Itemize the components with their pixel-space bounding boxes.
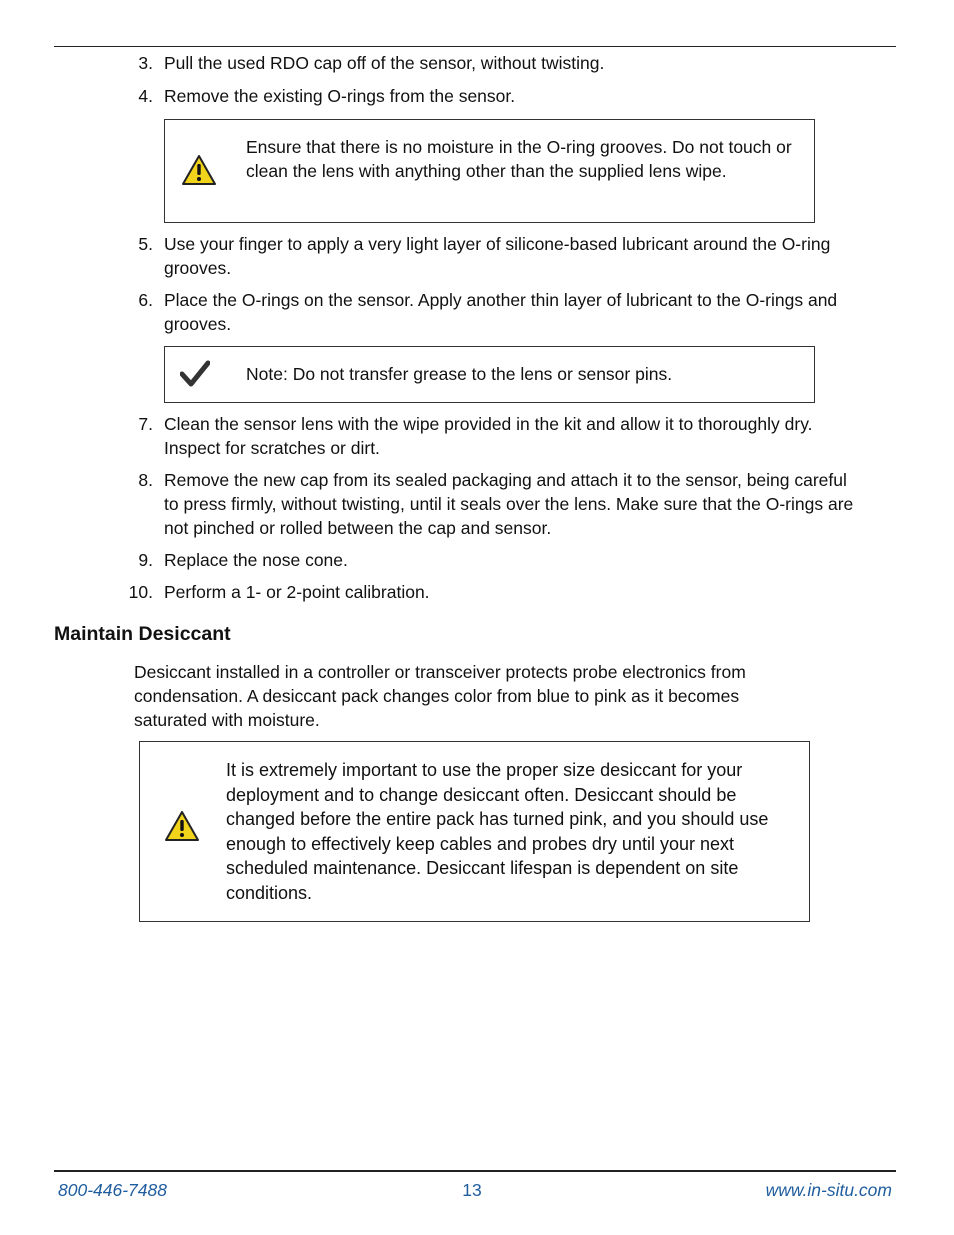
header-rule	[54, 46, 896, 47]
caution-text: Ensure that there is no moisture in the O-ring grooves. Do not touch or clean the lens with anything other than the supplied lens wipe.	[246, 137, 792, 181]
caution-box	[164, 119, 815, 223]
step-text: Remove the new cap from its sealed packaging and attach it to the sensor, being careful to press firmly, without twisting, until it seals over the lens. Make sure that the O-rings are not pinched or rolled between the cap and sensor.	[164, 470, 854, 538]
step-number: 10.	[128, 582, 153, 602]
footer-website-link[interactable]: www.in-situ.com	[765, 1180, 892, 1200]
warning-icon	[181, 154, 217, 191]
footer-rule	[54, 1170, 896, 1172]
step-text: Use your finger to apply a very light layer of silicone-based lubricant around the O-ring grooves.	[164, 234, 831, 278]
note-box	[164, 346, 815, 403]
step-number: 8.	[138, 470, 153, 490]
step-text: Remove the existing O-rings from the sensor.	[164, 86, 516, 106]
footer-phone: 800-446-7488	[58, 1180, 167, 1200]
section-heading: Maintain Desiccant	[54, 623, 231, 645]
section-paragraph: Desiccant installed in a controller or transceiver protects probe electronics from condensation. A desiccant pack changes color from blue to pink as it becomes saturated with moisture.	[134, 662, 746, 730]
step-text: Clean the sensor lens with the wipe provided in the kit and allow it to thoroughly dry. Inspect for scratches or dirt.	[164, 414, 813, 458]
step-number: 6.	[138, 290, 153, 310]
step-text: Replace the nose cone.	[164, 550, 348, 570]
step-text: Pull the used RDO cap off of the sensor, without twisting.	[164, 53, 605, 73]
step-number: 9.	[138, 550, 153, 570]
step-number: 5.	[138, 234, 153, 254]
step-text: Perform a 1- or 2-point calibration.	[164, 582, 430, 602]
page-number: 13	[462, 1180, 482, 1200]
step-number: 4.	[138, 86, 153, 106]
checkmark-icon	[180, 360, 210, 393]
note-text: Note: Do not transfer grease to the lens or sensor pins.	[246, 364, 673, 384]
warning-icon	[164, 810, 200, 847]
step-number: 3.	[138, 53, 153, 73]
step-text: Place the O-rings on the sensor. Apply another thin layer of lubricant to the O-rings and grooves.	[164, 290, 838, 334]
caution-box	[139, 741, 810, 922]
caution-text: It is extremely important to use the proper size desiccant for your deployment and to change desiccant often. Desiccant should be changed before the entire pack has turned pink, and you should use enough to effectively keep cables and probes dry until your next scheduled maintenance. Desiccant lifespan is dependent on site conditions.	[226, 760, 769, 903]
step-number: 7.	[138, 414, 153, 434]
